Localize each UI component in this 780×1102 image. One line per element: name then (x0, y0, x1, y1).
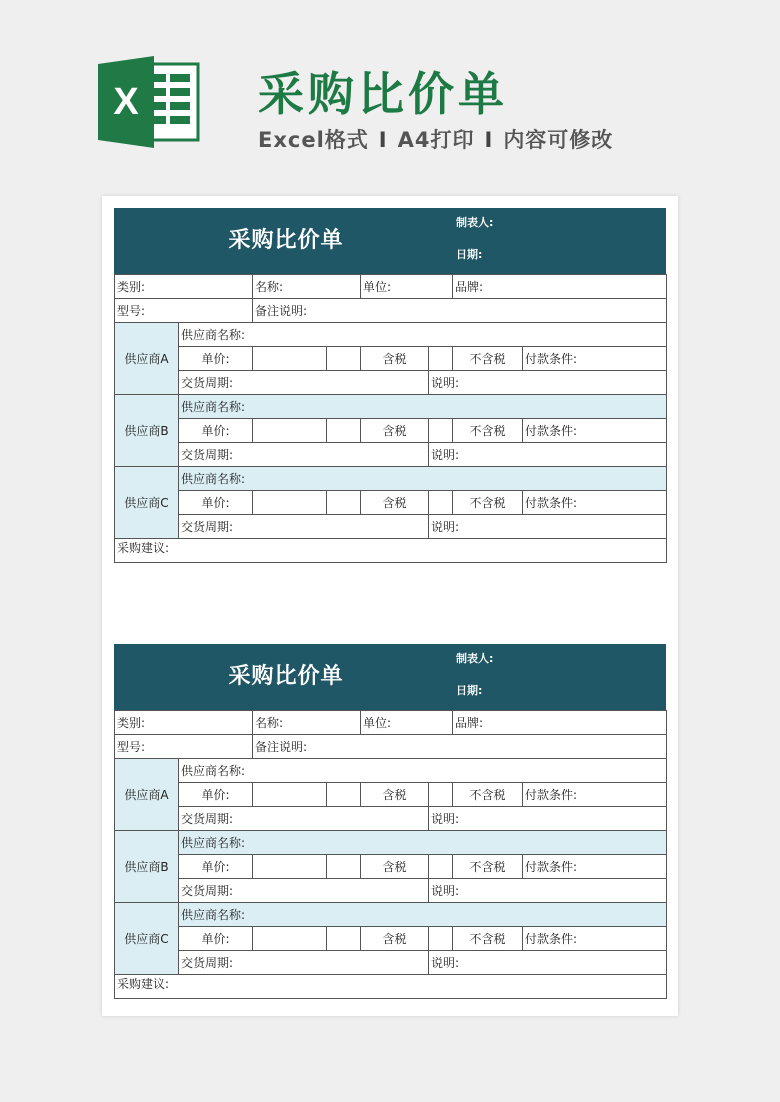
comparison-form-1 (114, 208, 666, 563)
table-row (115, 275, 667, 299)
unit-price-label: 单价: (179, 927, 253, 951)
tax-excluded-value[interactable] (429, 783, 453, 807)
supplier-name-cell[interactable]: 供应商名称: (179, 903, 667, 927)
supplier-label: 供应商B (115, 395, 179, 467)
table-row (115, 419, 667, 443)
payment-terms-cell[interactable]: 付款条件: (523, 927, 667, 951)
category-cell[interactable]: 类别: (115, 711, 253, 735)
table-row (115, 347, 667, 371)
unit-price-value[interactable] (253, 347, 327, 371)
delivery-period-cell[interactable]: 交货周期: (179, 371, 429, 395)
delivery-period-cell[interactable]: 交货周期: (179, 951, 429, 975)
category-cell[interactable]: 类别: (115, 275, 253, 299)
supplier-note-cell[interactable]: 说明: (429, 951, 667, 975)
table-row (115, 879, 667, 903)
table-row (115, 831, 667, 855)
excel-logo-icon (98, 56, 200, 148)
supplier-note-cell[interactable]: 说明: (429, 515, 667, 539)
supplier-label: 供应商A (115, 759, 179, 831)
tax-excluded-value[interactable] (429, 347, 453, 371)
subtitle-separator: I (378, 128, 388, 152)
remark-cell[interactable]: 备注说明: (253, 299, 667, 323)
table-row (115, 395, 667, 419)
tax-included-label: 含税 (361, 783, 429, 807)
form-title: 采购比价单 (228, 664, 344, 689)
unit-price-value[interactable] (253, 783, 327, 807)
tax-included-label: 含税 (361, 855, 429, 879)
payment-terms-cell[interactable]: 付款条件: (523, 347, 667, 371)
tax-included-value[interactable] (327, 783, 361, 807)
subtitle-editable: 内容可修改 (503, 128, 614, 152)
payment-terms-cell[interactable]: 付款条件: (523, 419, 667, 443)
tax-included-label: 含税 (361, 927, 429, 951)
banner-subtitle (258, 124, 613, 154)
model-cell[interactable]: 型号: (115, 299, 253, 323)
delivery-period-cell[interactable]: 交货周期: (179, 807, 429, 831)
tax-included-label: 含税 (361, 419, 429, 443)
tax-included-value[interactable] (327, 855, 361, 879)
unit-price-value[interactable] (253, 419, 327, 443)
table-row (115, 323, 667, 347)
model-cell[interactable]: 型号: (115, 735, 253, 759)
supplier-name-cell[interactable]: 供应商名称: (179, 395, 667, 419)
form-table (114, 274, 667, 563)
table-row (115, 539, 667, 563)
tax-included-value[interactable] (327, 419, 361, 443)
table-row (115, 951, 667, 975)
subtitle-separator: I (484, 128, 494, 152)
supplier-note-cell[interactable]: 说明: (429, 879, 667, 903)
excel-logo-letter: X (113, 81, 139, 123)
supplier-name-cell[interactable]: 供应商名称: (179, 759, 667, 783)
tax-excluded-label: 不含税 (453, 347, 523, 371)
form-header (114, 644, 666, 710)
form-title: 采购比价单 (228, 228, 344, 253)
unit-price-label: 单价: (179, 491, 253, 515)
date-label: 日期: (456, 684, 483, 697)
item-name-cell[interactable]: 名称: (253, 275, 361, 299)
unit-price-label: 单价: (179, 419, 253, 443)
delivery-period-cell[interactable]: 交货周期: (179, 879, 429, 903)
unit-price-value[interactable] (253, 927, 327, 951)
subtitle-format: Excel格式 (258, 128, 369, 152)
supplier-name-cell[interactable]: 供应商名称: (179, 323, 667, 347)
tax-excluded-value[interactable] (429, 855, 453, 879)
tax-included-label: 含税 (361, 491, 429, 515)
tax-excluded-value[interactable] (429, 927, 453, 951)
tax-excluded-label: 不含税 (453, 783, 523, 807)
table-row (115, 515, 667, 539)
unit-price-label: 单价: (179, 347, 253, 371)
document-page (102, 196, 678, 1016)
suggestion-cell[interactable]: 采购建议: (115, 539, 667, 563)
payment-terms-cell[interactable]: 付款条件: (523, 491, 667, 515)
tax-excluded-value[interactable] (429, 419, 453, 443)
tax-included-value[interactable] (327, 927, 361, 951)
table-row (115, 783, 667, 807)
remark-cell[interactable]: 备注说明: (253, 735, 667, 759)
unit-cell[interactable]: 单位: (361, 711, 453, 735)
payment-terms-cell[interactable]: 付款条件: (523, 783, 667, 807)
unit-cell[interactable]: 单位: (361, 275, 453, 299)
maker-label: 制表人: (456, 216, 494, 229)
banner (0, 0, 780, 190)
supplier-label: 供应商A (115, 323, 179, 395)
table-row (115, 371, 667, 395)
subtitle-print: A4打印 (397, 128, 475, 152)
tax-included-label: 含税 (361, 347, 429, 371)
tax-included-value[interactable] (327, 491, 361, 515)
table-row (115, 443, 667, 467)
table-row (115, 807, 667, 831)
suggestion-cell[interactable]: 采购建议: (115, 975, 667, 999)
table-row (115, 299, 667, 323)
supplier-label: 供应商C (115, 467, 179, 539)
table-row (115, 735, 667, 759)
supplier-label: 供应商B (115, 831, 179, 903)
supplier-note-cell[interactable]: 说明: (429, 807, 667, 831)
table-row (115, 903, 667, 927)
tax-excluded-label: 不含税 (453, 491, 523, 515)
supplier-note-cell[interactable]: 说明: (429, 371, 667, 395)
supplier-note-cell[interactable]: 说明: (429, 443, 667, 467)
table-row (115, 491, 667, 515)
tax-excluded-label: 不含税 (453, 419, 523, 443)
supplier-label: 供应商C (115, 903, 179, 975)
payment-terms-cell[interactable]: 付款条件: (523, 855, 667, 879)
unit-price-label: 单价: (179, 783, 253, 807)
tax-included-value[interactable] (327, 347, 361, 371)
brand-cell[interactable]: 品牌: (453, 275, 667, 299)
supplier-name-cell[interactable]: 供应商名称: (179, 831, 667, 855)
unit-price-value[interactable] (253, 491, 327, 515)
tax-excluded-label: 不含税 (453, 855, 523, 879)
item-name-cell[interactable]: 名称: (253, 711, 361, 735)
unit-price-value[interactable] (253, 855, 327, 879)
tax-excluded-label: 不含税 (453, 927, 523, 951)
form-header (114, 208, 666, 274)
delivery-period-cell[interactable]: 交货周期: (179, 443, 429, 467)
supplier-name-cell[interactable]: 供应商名称: (179, 467, 667, 491)
table-row (115, 759, 667, 783)
table-row (115, 975, 667, 999)
delivery-period-cell[interactable]: 交货周期: (179, 515, 429, 539)
unit-price-label: 单价: (179, 855, 253, 879)
date-label: 日期: (456, 248, 483, 261)
banner-title: 采购比价单 (258, 67, 508, 121)
form-table (114, 710, 667, 999)
comparison-form-2 (114, 644, 666, 999)
maker-label: 制表人: (456, 652, 494, 665)
table-row (115, 467, 667, 491)
tax-excluded-value[interactable] (429, 491, 453, 515)
brand-cell[interactable]: 品牌: (453, 711, 667, 735)
table-row (115, 711, 667, 735)
table-row (115, 855, 667, 879)
table-row (115, 927, 667, 951)
